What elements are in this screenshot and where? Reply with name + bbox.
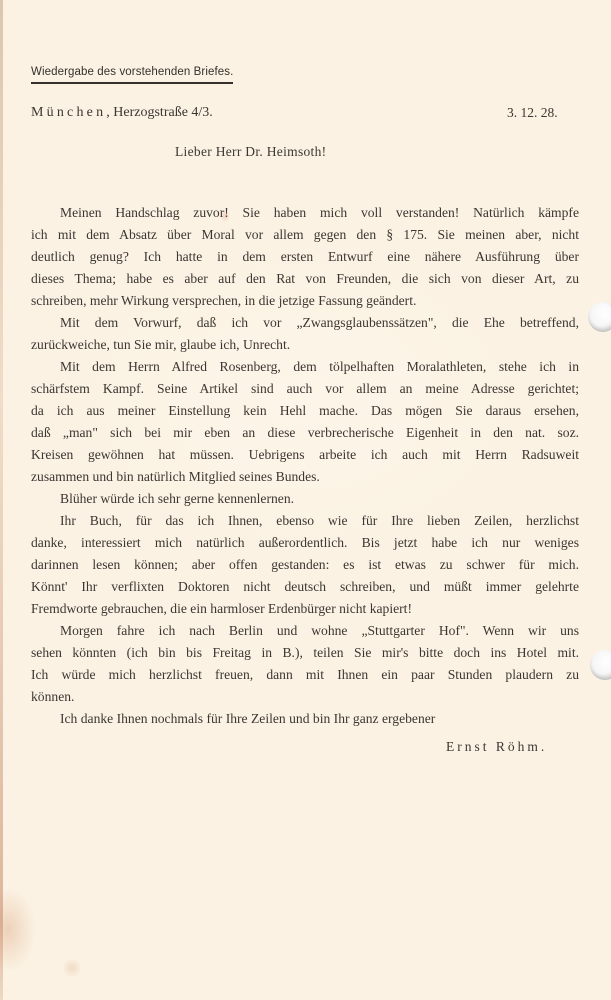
paragraph-6-line-3: Ich würde mich herzlichst freuen, dann mit Ihnen ein paar Stunden plaudern zu	[31, 667, 579, 682]
signature: Ernst Röhm.	[446, 739, 548, 754]
paragraph-1-line-5: schreiben, mehr Wirkung versprechen, in die jetzige Fassung geändert.	[31, 293, 417, 308]
paragraph-5-line-1: Ihr Buch, für das ich Ihnen, ebenso wie für Ihre lieben Zeilen, herzlichst	[60, 513, 579, 528]
letter-date: 3. 12. 28.	[507, 105, 558, 120]
paragraph-5-line-4: Könnt' Ihr verflixten Doktoren nicht deutsch schreiben, und müßt immer gelehrte	[31, 579, 579, 594]
paragraph-2-line-2: zurückweiche, tun Sie mir, glaube ich, Unrecht.	[31, 337, 291, 352]
salutation: Lieber Herr Dr. Heimsoth!	[175, 144, 327, 159]
paragraph-3-line-3: da ich aus meiner Einstellung kein Hehl mache. Das mögen Sie daraus ersehen,	[31, 403, 579, 418]
letter-place	[31, 104, 213, 121]
paragraph-2-line-1: Mit dem Vorwurf, daß ich vor „Zwangsglaubenssätzen", die Ehe betreffend,	[60, 315, 579, 330]
place-city: München	[31, 105, 107, 120]
paragraph-5-line-5: Fremdworte gebrauchen, die ein harmloser Erdenbürger nicht kapiert!	[31, 601, 412, 616]
paragraph-1-line-3: deutlich genug? Ich hatte in dem ersten Entwurf eine nähere Ausführung über	[31, 249, 579, 264]
paragraph-6-line-4: können.	[31, 689, 75, 704]
closing-line: Ich danke Ihnen nochmals für Ihre Zeilen und bin Ihr ganz ergebener	[60, 711, 436, 726]
page-edge	[0, 0, 3, 1000]
paragraph-6-line-1: Morgen fahre ich nach Berlin und wohne „Stuttgarter Hof". Wenn wir uns	[60, 623, 579, 638]
paragraph-5-line-2: danke, interessiert mich natürlich außerordentlich. Bis jetzt habe ich nur weniges	[31, 535, 579, 550]
place-address: , Herzogstraße 4/3.	[106, 105, 213, 120]
paragraph-1-line-4: dieses Thema; habe es aber auf den Rat von Freunden, die sich von dieser Art, zu	[31, 271, 579, 286]
punch-hole-top	[588, 302, 611, 332]
paragraph-5-line-3: darinnen lesen können; aber offen gestanden: es ist etwas zu schwer für mich.	[31, 557, 579, 572]
paragraph-6-line-2: sehen könnten (ich bin bis Freitag in B.), teilen Sie mir's bitte doch ins Hotel mit.	[31, 645, 579, 660]
paragraph-1-line-2: ich mit dem Absatz über Moral vor allem gegen den § 175. Sie meinen aber, nicht	[31, 227, 579, 242]
paragraph-3-line-1: Mit dem Herrn Alfred Rosenberg, dem tölpelhaften Moralathleten, stehe ich in	[60, 359, 579, 374]
paragraph-3-line-5: Kreisen gewöhnen hat müssen. Uebrigens arbeite ich auch mit Herrn Radsuweit	[31, 447, 579, 462]
paragraph-1-line-1: Meinen Handschlag zuvor! Sie haben mich voll verstanden! Natürlich kämpfe	[60, 205, 579, 220]
paragraph-4-line-1: Blüher würde ich sehr gerne kennenlernen.	[60, 491, 295, 506]
paragraph-3-line-6: zusammen und bin natürlich Mitglied seines Bundes.	[31, 469, 320, 484]
document-header-title: Wiedergabe des vorstehenden Briefes.	[31, 64, 233, 84]
paragraph-3-line-4: daß „man" sich bei mir eben an diese verbrecherische Eigenheit in den nat. soz.	[31, 425, 579, 440]
paragraph-3-line-2: schärfstem Kampf. Seine Artikel sind auch vor allem an meine Adresse gerichtet;	[31, 381, 579, 396]
punch-hole-bottom	[590, 650, 611, 680]
